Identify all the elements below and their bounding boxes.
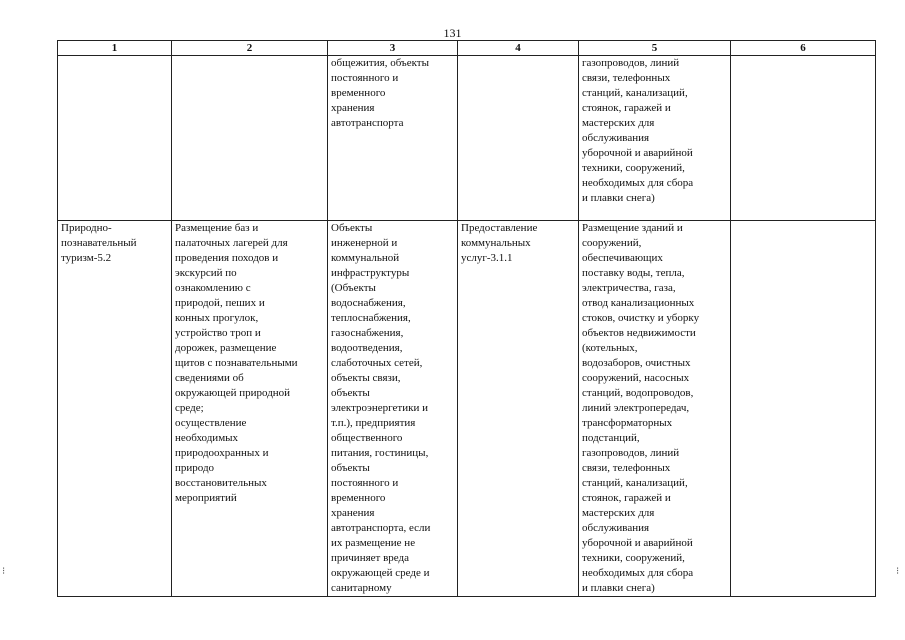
table-cell [58,221,172,597]
table-cell [172,221,328,597]
table-cell [328,56,458,221]
table-cell [731,221,876,597]
table-cell [579,221,731,597]
column-header: 1 [58,41,172,56]
document-table [57,40,876,597]
scan-edge-mark: ⁝ [2,566,6,577]
cell-text: Размещение баз и палаточных лагерей для проведения походов и экскурсий по ознакомлению с природой, пеших и конных прогулок, устройство троп и дорожек, размещение щитов с познавательными сведениями об окружающей природной среде; осуществление необходимых природоохранных и природо восстановительных мероприятий [175,222,298,504]
table-cell [731,56,876,221]
table-cell [579,56,731,221]
table-cell [58,56,172,221]
column-header: 3 [328,41,458,56]
table-cell [458,56,579,221]
cell-text: общежития, объекты постоянного и временного хранения автотранспорта [331,57,429,129]
scan-edge-mark: ⁝ [896,566,900,577]
cell-text: Размещение зданий и сооружений, обеспечивающих поставку воды, тепла, электричества, газа, отвод канализационных стоков, очистку и уборку объектов недвижимости (котельных, водозаборов, очистных сооружений, насосных станций, водопроводов, линий электропередач, трансформаторных подстанций, газопроводов, линий связи, телефонных станций, канализаций, стоянок, гаражей и мастерских для обслуживания уборочной и аварийной техники, сооружений, необходимых для сбора и плавки снега) [582,222,700,594]
column-header: 5 [579,41,731,56]
column-header: 2 [172,41,328,56]
cell-text: Природно- познавательный туризм-5.2 [61,222,137,264]
table-cell [458,221,579,597]
table-row [58,221,876,597]
table-cell [172,56,328,221]
cell-text: Объекты инженерной и коммунальной инфраструктуры (Объекты водоснабжения, теплоснабжения, газоснабжения, водоотведения, слаботочных сетей, объекты связи, объекты электроэнергетики и т.п.), предприятия общественного питания, гостиницы, объекты постоянного и временного хранения автотранспорта, если их размещение не причиняет вреда окружающей среде и санитарному [331,222,431,594]
page-number: 131 [443,26,462,40]
header-row [58,41,876,56]
table-row [58,56,876,221]
column-header: 6 [731,41,876,56]
cell-text: Предоставление коммунальных услуг-3.1.1 [461,222,538,264]
table-cell [328,221,458,597]
cell-text: газопроводов, линий связи, телефонных станций, канализаций, стоянок, гаражей и мастерских для обслуживания уборочной и аварийной техники, сооружений, необходимых для сбора и плавки снега) [582,57,694,204]
column-header: 4 [458,41,579,56]
